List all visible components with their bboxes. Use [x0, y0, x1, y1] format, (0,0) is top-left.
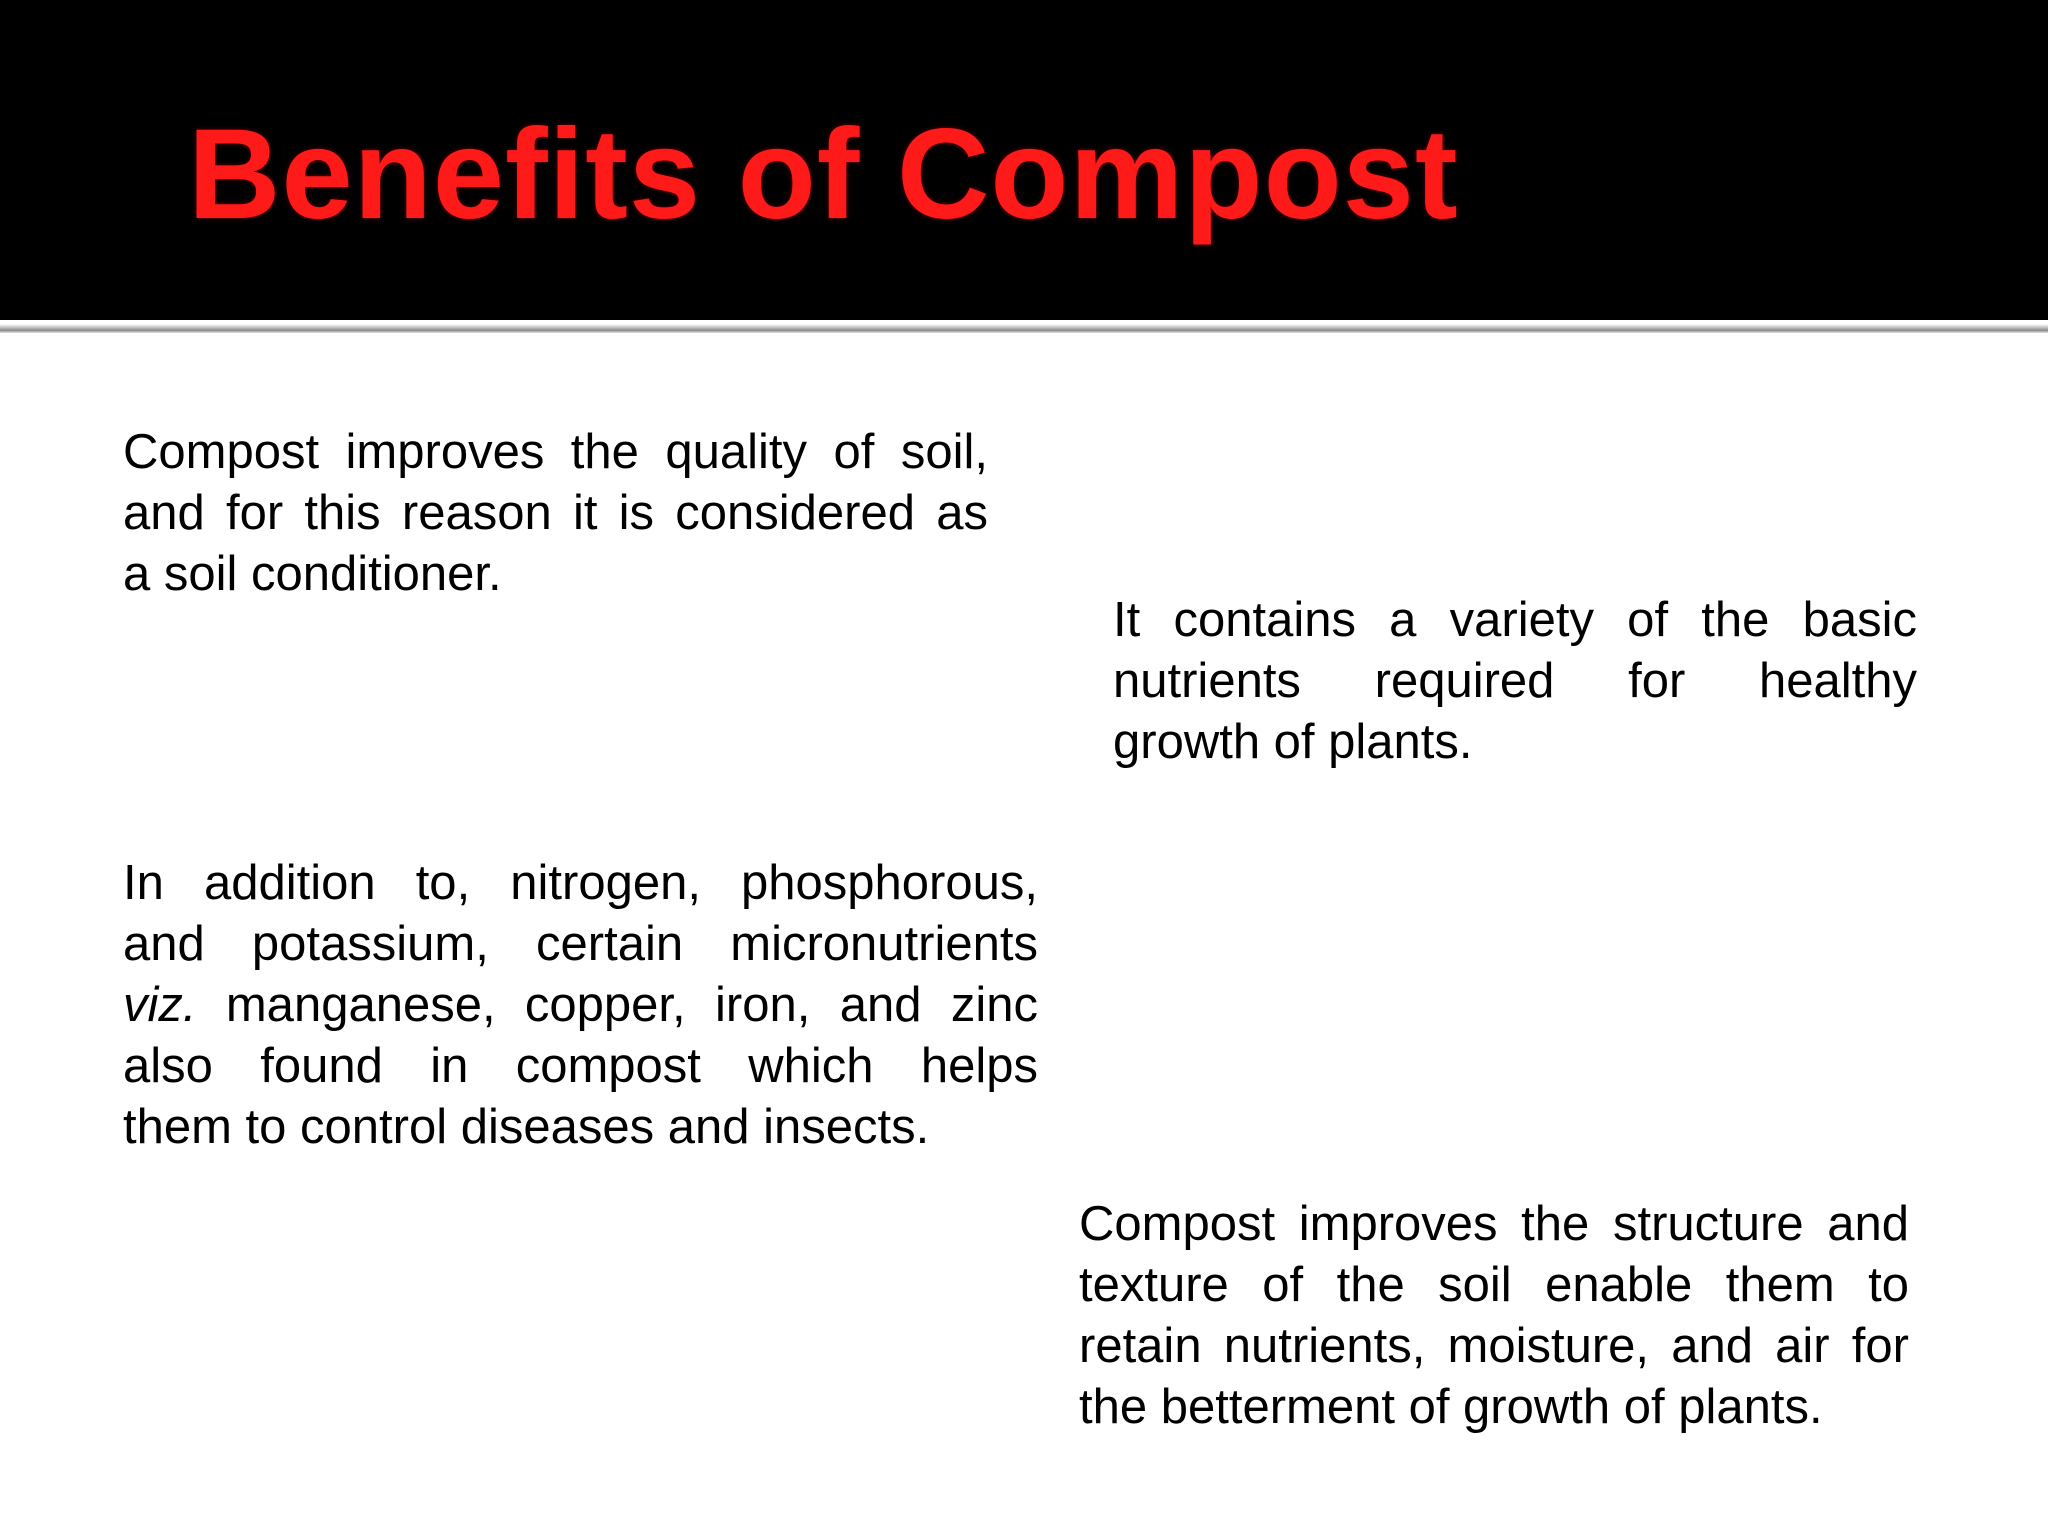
- slide-title: Benefits of Compost: [188, 103, 1459, 246]
- paragraph-line: and potassium, certain micronutrients: [123, 917, 1038, 971]
- paragraph-line: growth of plants.: [1113, 715, 1473, 769]
- paragraph-soil-quality: [123, 422, 988, 605]
- title-bar: [0, 0, 2048, 320]
- paragraph-line: texture of the soil enable them to: [1079, 1258, 1909, 1312]
- paragraph-line: In addition to, nitrogen, phosphorous,: [123, 856, 1038, 910]
- title-divider: [0, 324, 2048, 333]
- paragraph-line: Compost improves the structure and: [1079, 1197, 1909, 1251]
- paragraph-line: a soil conditioner.: [123, 547, 502, 601]
- paragraph-line-rest: manganese, copper, iron, and zinc: [196, 978, 1038, 1032]
- paragraph-line: the betterment of growth of plants.: [1079, 1380, 1823, 1434]
- paragraph-line: them to control diseases and insects.: [123, 1100, 930, 1154]
- paragraph-line: [123, 975, 1038, 1036]
- paragraph-soil-structure: [1079, 1194, 1909, 1438]
- paragraph-line: also found in compost which helps: [123, 1039, 1038, 1093]
- paragraph-line: retain nutrients, moisture, and air for: [1079, 1319, 1909, 1373]
- paragraph-line: Compost improves the quality of soil,: [123, 425, 988, 479]
- paragraph-line: and for this reason it is considered as: [123, 486, 988, 540]
- paragraph-line: nutrients required for healthy: [1113, 654, 1917, 708]
- paragraph-basic-nutrients: [1113, 590, 1917, 773]
- italic-abbreviation: viz.: [123, 978, 197, 1032]
- paragraph-line: It contains a variety of the basic: [1113, 593, 1917, 647]
- paragraph-micronutrients: [123, 853, 1038, 1158]
